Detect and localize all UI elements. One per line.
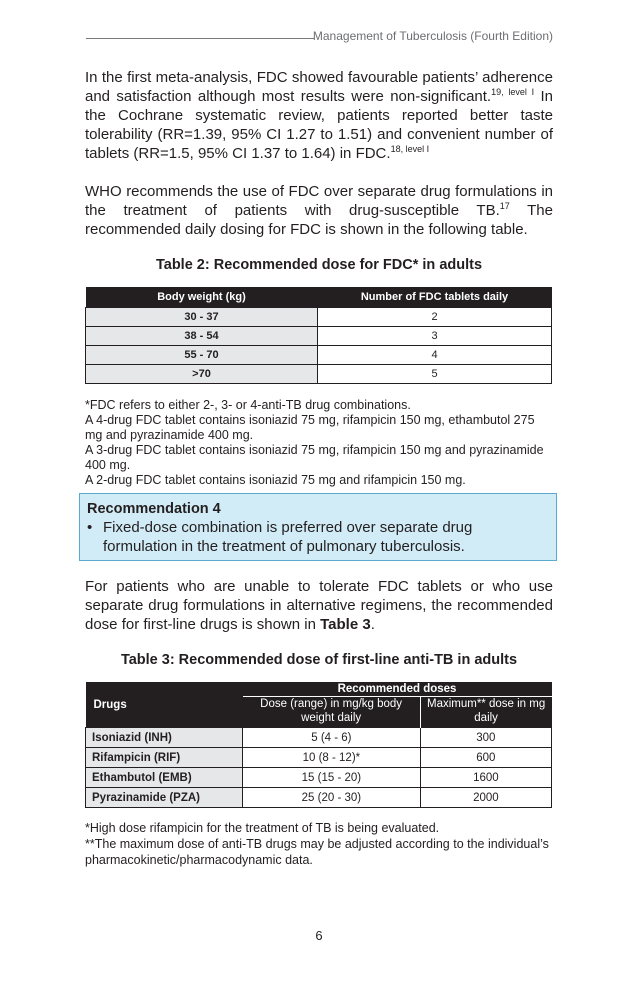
intro-paragraph-2: [85, 182, 553, 239]
drug-name-cell: Ethambutol (EMB): [86, 768, 243, 788]
intro-text: In the first meta-analysis, FDC showed favourable patients’ adherence and satisfaction although most results were non-significant.: [85, 69, 553, 105]
dose-range-cell: 5 (4 - 6): [243, 728, 421, 748]
weight-cell: 55 - 70: [86, 346, 318, 365]
recommendation-item: [87, 518, 550, 556]
footnote: A 2-drug FDC tablet contains isoniazid 75 mg and rifampicin 150 mg.: [85, 473, 466, 487]
drug-name-cell: Pyrazinamide (PZA): [86, 788, 243, 808]
first-line-dose-table: [85, 682, 552, 808]
paragraph-3: [85, 577, 553, 634]
footnote: *FDC refers to either 2-, 3- or 4-anti-TB drug combinations.: [85, 398, 411, 412]
max-dose-header: Maximum** dose in mg daily: [420, 697, 551, 728]
table-row: [86, 748, 552, 768]
table-3-caption: Table 3: Recommended dose of first-line anti-TB in adults: [120, 652, 518, 668]
page-number: 6: [315, 928, 323, 943]
table-2-caption: Table 2: Recommended dose for FDC* in adults: [155, 257, 483, 273]
running-head: Management of Tuberculosis (Fourth Edition): [312, 29, 553, 43]
intro-paragraph-1: [85, 68, 553, 163]
weight-cell: 30 - 37: [86, 308, 318, 327]
drugs-header: Drugs: [86, 682, 243, 728]
citation: 19, level I: [491, 87, 535, 97]
dose-range-cell: 25 (20 - 30): [243, 788, 421, 808]
citation: 17: [499, 201, 510, 211]
recommendation-text: Fixed-dose combination is preferred over separate drug formulation in the treatment of pulmonary tuberculosis.: [103, 519, 473, 555]
paragraph-end: .: [370, 616, 375, 633]
max-dose-cell: 600: [420, 748, 551, 768]
footnote: **The maximum dose of anti-TB drugs may be adjusted according to the individual’s pharmacokinetic/pharmacodynamic data.: [85, 837, 549, 867]
footnote: *High dose rifampicin for the treatment of TB is being evaluated.: [85, 821, 440, 835]
table-row: [86, 768, 552, 788]
footnote: A 3-drug FDC tablet contains isoniazid 75 mg, rifampicin 150 mg and pyrazinamide 400 mg.: [85, 443, 544, 472]
dose-range-cell: 10 (8 - 12)*: [243, 748, 421, 768]
tablets-cell: 3: [318, 327, 552, 346]
table-header-row: [86, 682, 552, 697]
bullet-icon: •: [87, 519, 93, 536]
column-header: Body weight (kg): [86, 287, 318, 308]
drug-name-cell: Rifampicin (RIF): [86, 748, 243, 768]
table-row: [86, 308, 552, 327]
footnote: A 4-drug FDC tablet contains isoniazid 75 mg, rifampicin 150 mg, ethambutol 275 mg and pyrazinamide 400 mg.: [85, 413, 535, 442]
recommended-doses-header: Recommended doses: [243, 682, 552, 697]
weight-cell: 38 - 54: [86, 327, 318, 346]
table-header-row: [86, 287, 552, 308]
table-reference: Table 3: [320, 616, 371, 633]
tablets-cell: 4: [318, 346, 552, 365]
weight-cell: >70: [86, 365, 318, 384]
column-header: Number of FDC tablets daily: [318, 287, 552, 308]
table-row: [86, 365, 552, 384]
table-row: [86, 327, 552, 346]
page-body-bottom: [85, 577, 553, 868]
table-row: [86, 788, 552, 808]
max-dose-cell: 2000: [420, 788, 551, 808]
dose-range-cell: 15 (15 - 20): [243, 768, 421, 788]
table-2-notes: [85, 398, 553, 488]
citation: 18, level I: [390, 144, 430, 154]
paragraph-text: For patients who are unable to tolerate FDC tablets or who use separate drug formulations in alternative regimens, the recommended dose for first-line drugs is shown in: [85, 578, 553, 633]
header-rule: [86, 38, 314, 39]
max-dose-cell: 300: [420, 728, 551, 748]
page-body-top: [85, 68, 553, 488]
drug-name-cell: Isoniazid (INH): [86, 728, 243, 748]
intro-text: WHO recommends the use of FDC over separate drug formulations in the treatment of patients with drug-susceptible TB.: [85, 183, 553, 219]
table-3-notes: [85, 820, 553, 868]
intro-text: In the Cochrane systematic review, patients reported better taste tolerability (RR=1.39, 95% CI 1.27 to 1.51) and convenient number of tablets (RR=1.5, 95% CI 1.37 to 1.64) in FDC.: [85, 88, 553, 162]
recommendation-box: [79, 493, 557, 561]
intro-text: The recommended daily dosing for FDC is shown in the following table.: [85, 202, 553, 238]
tablets-cell: 2: [318, 308, 552, 327]
fdc-dose-table: [85, 287, 552, 384]
tablets-cell: 5: [318, 365, 552, 384]
recommendation-title: Recommendation 4: [87, 501, 221, 517]
max-dose-cell: 1600: [420, 768, 551, 788]
table-row: [86, 728, 552, 748]
dose-range-header: Dose (range) in mg/kg body weight daily: [243, 697, 421, 728]
table-row: [86, 346, 552, 365]
